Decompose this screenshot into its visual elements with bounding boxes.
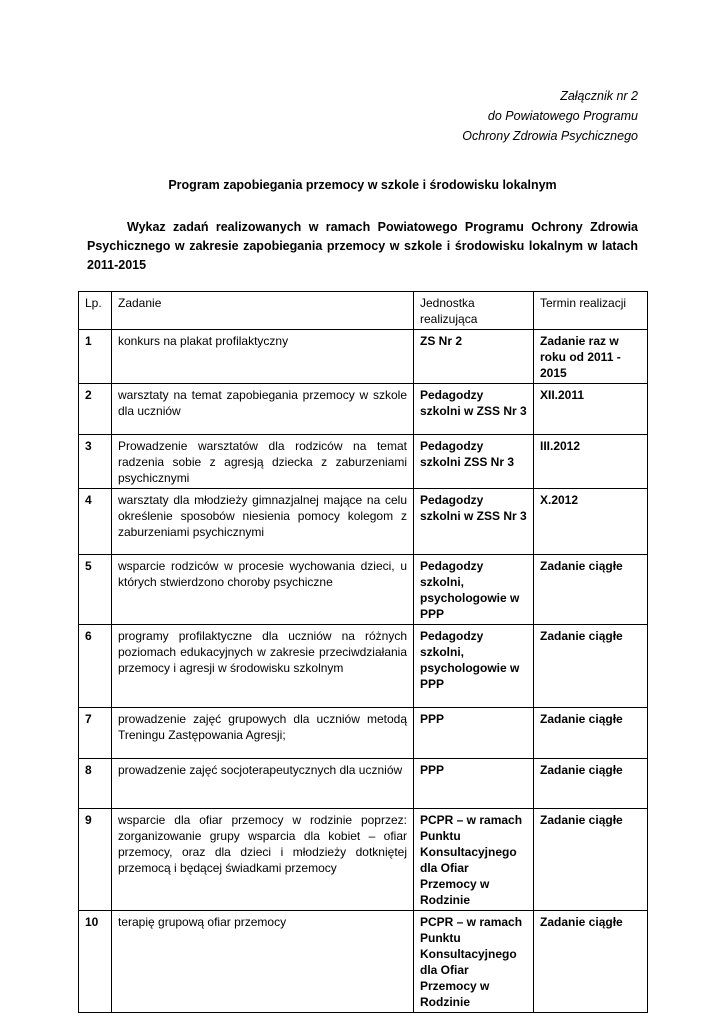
row-task: wsparcie rodziców w procesie wychowania dzieci, u których stwierdzono choroby psychiczne	[112, 555, 414, 625]
table-row	[79, 489, 648, 555]
row-term: Zadanie ciągłe	[534, 911, 648, 1013]
tasks-table	[78, 291, 648, 1013]
row-unit: Pedagodzy szkolni ZSS Nr 3	[414, 435, 534, 489]
annex-header	[462, 86, 638, 146]
row-task: Prowadzenie warsztatów dla rodziców na temat radzenia sobie z agresją dziecka z zaburzeniami psychicznymi	[112, 435, 414, 489]
row-unit: ZS Nr 2	[414, 330, 534, 384]
row-unit: PPP	[414, 708, 534, 759]
row-task: warsztaty dla młodzieży gimnazjalnej mające na celu określenie sposobów niesienia pomocy kolegom z zaburzeniami psychicznymi	[112, 489, 414, 555]
row-term: III.2012	[534, 435, 648, 489]
row-lp: 2	[79, 384, 112, 435]
row-unit: Pedagodzy szkolni, psychologowie w PPP	[414, 555, 534, 625]
table-row	[79, 911, 648, 1013]
row-lp: 3	[79, 435, 112, 489]
intro-paragraph: Wykaz zadań realizowanych w ramach Powiatowego Programu Ochrony Zdrowia Psychicznego w zakresie zapobiegania przemocy w szkole i środowisku lokalnym w latach 2011-2015	[87, 220, 638, 272]
table-row	[79, 708, 648, 759]
header-term: Termin realizacji	[534, 292, 648, 330]
table-row	[79, 555, 648, 625]
header-lp: Lp.	[79, 292, 112, 330]
table-row	[79, 435, 648, 489]
row-lp: 5	[79, 555, 112, 625]
table-row	[79, 809, 648, 911]
row-unit: PPP	[414, 759, 534, 809]
row-unit: Pedagodzy szkolni w ZSS Nr 3	[414, 489, 534, 555]
row-term: Zadanie ciągłe	[534, 809, 648, 911]
header-unit: Jednostka realizująca	[414, 292, 534, 330]
row-task: konkurs na plakat profilaktyczny	[112, 330, 414, 384]
row-term: Zadanie ciągłe	[534, 625, 648, 708]
annex-line-3: Ochrony Zdrowia Psychicznego	[462, 129, 638, 143]
document-title: Program zapobiegania przemocy w szkole i środowisku lokalnym	[168, 178, 557, 192]
row-lp: 1	[79, 330, 112, 384]
table-header-row	[79, 292, 648, 330]
row-term: Zadanie ciągłe	[534, 759, 648, 809]
row-term: Zadanie ciągłe	[534, 555, 648, 625]
row-task: wsparcie dla ofiar przemocy w rodzinie poprzez: zorganizowanie grupy wsparcia dla kobiet – ofiar przemocy, oraz dla dzieci i młodzieży dotkniętej przemocą i będącej świadkami przemocy	[112, 809, 414, 911]
row-lp: 10	[79, 911, 112, 1013]
row-task: warsztaty na temat zapobiegania przemocy w szkole dla uczniów	[112, 384, 414, 435]
row-lp: 8	[79, 759, 112, 809]
row-task: prowadzenie zajęć socjoterapeutycznych dla uczniów	[112, 759, 414, 809]
row-task: terapię grupową ofiar przemocy	[112, 911, 414, 1013]
row-unit: PCPR – w ramach Punktu Konsultacyjnego dla Ofiar Przemocy w Rodzinie	[414, 911, 534, 1013]
row-unit: Pedagodzy szkolni, psychologowie w PPP	[414, 625, 534, 708]
table-row	[79, 384, 648, 435]
row-term: XII.2011	[534, 384, 648, 435]
annex-line-1: Załącznik nr 2	[560, 89, 638, 103]
annex-line-2: do Powiatowego Programu	[487, 109, 638, 123]
row-unit: PCPR – w ramach Punktu Konsultacyjnego dla Ofiar Przemocy w Rodzinie	[414, 809, 534, 911]
table-row	[79, 625, 648, 708]
row-task: programy profilaktyczne dla uczniów na różnych poziomach edukacyjnych w zakresie przeciwdziałania przemocy i agresji w środowisku szkolnym	[112, 625, 414, 708]
row-lp: 6	[79, 625, 112, 708]
row-unit: Pedagodzy szkolni w ZSS Nr 3	[414, 384, 534, 435]
table-row	[79, 330, 648, 384]
row-lp: 9	[79, 809, 112, 911]
row-lp: 7	[79, 708, 112, 759]
row-term: X.2012	[534, 489, 648, 555]
header-task: Zadanie	[112, 292, 414, 330]
row-lp: 4	[79, 489, 112, 555]
row-term: Zadanie raz w roku od 2011 - 2015	[534, 330, 648, 384]
row-task: prowadzenie zajęć grupowych dla uczniów metodą Treningu Zastępowania Agresji;	[112, 708, 414, 759]
row-term: Zadanie ciągłe	[534, 708, 648, 759]
table-row	[79, 759, 648, 809]
